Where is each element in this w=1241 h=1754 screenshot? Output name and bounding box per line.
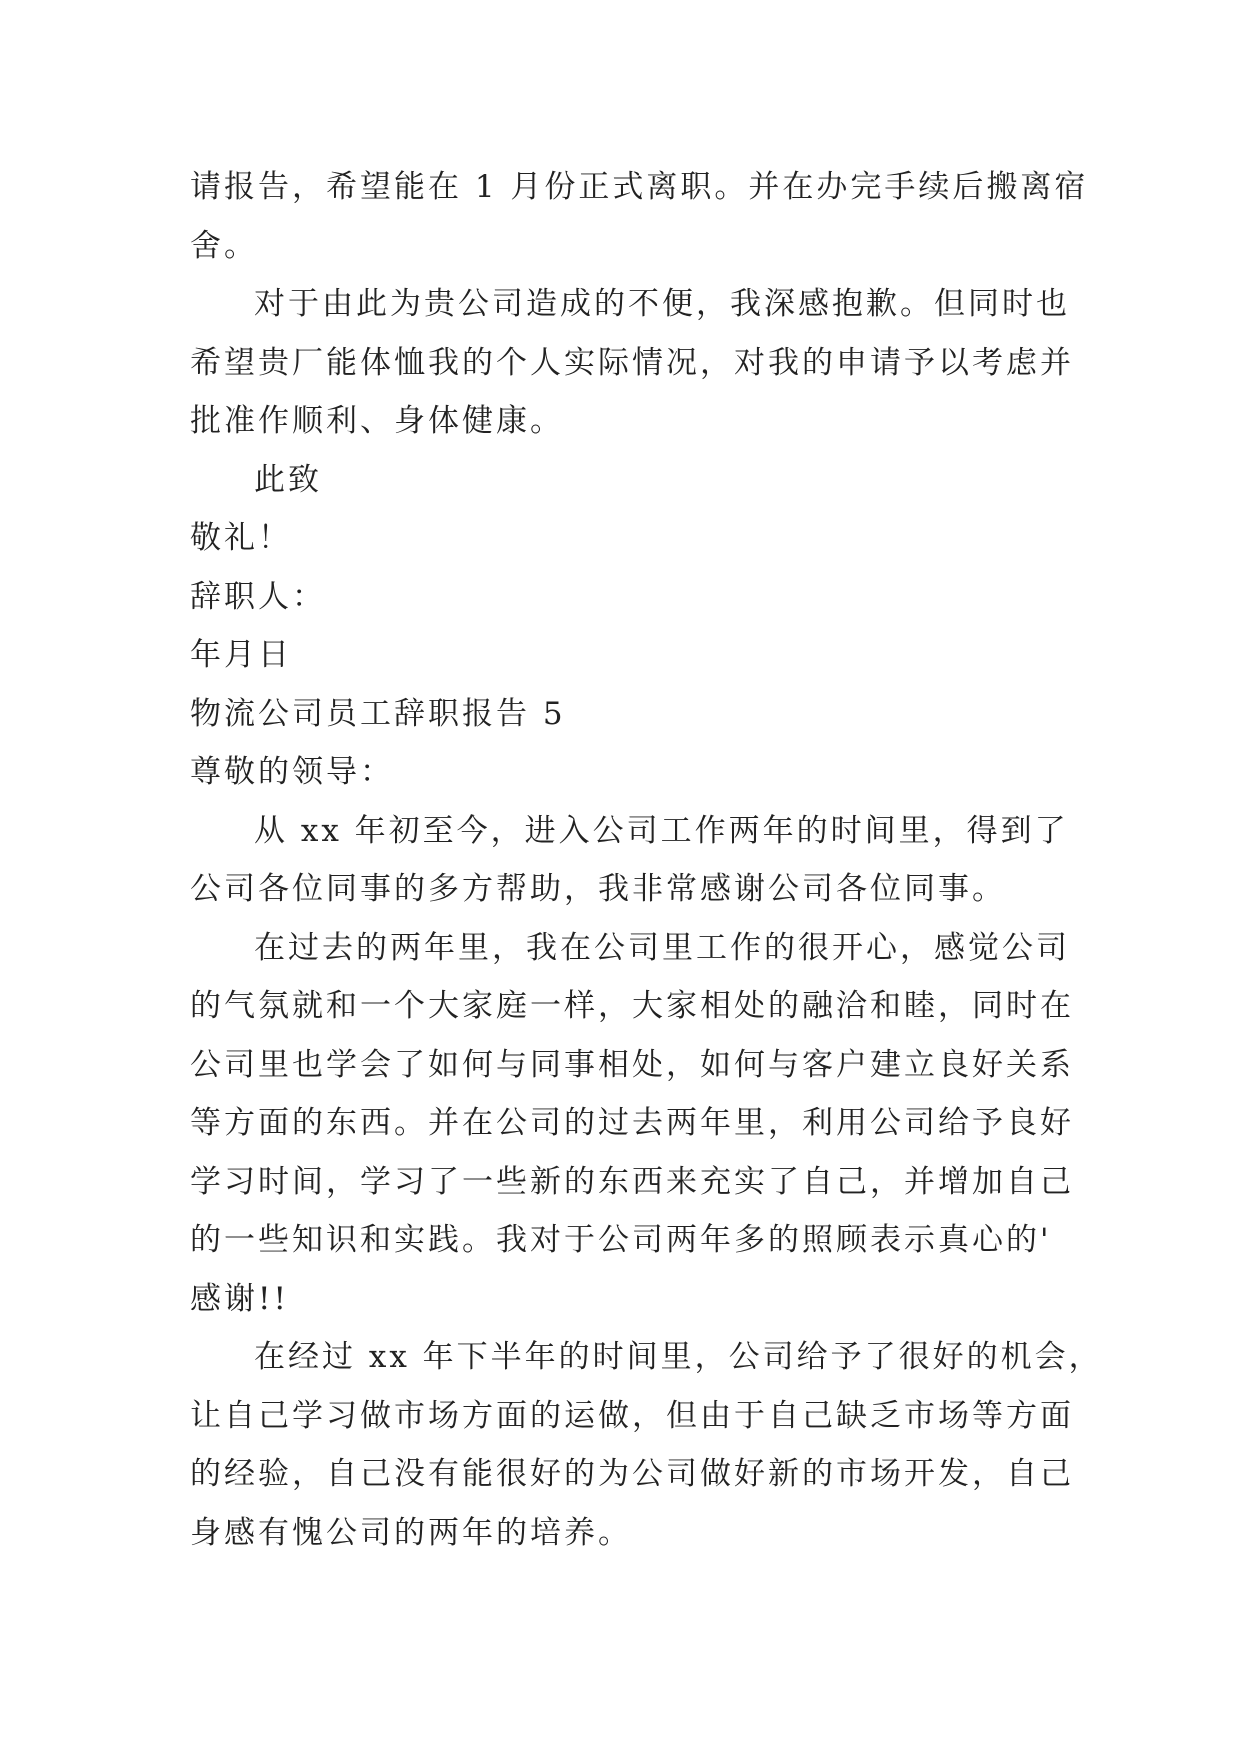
signature-label: 辞职人：	[190, 578, 326, 615]
text-line: 在经过 xx 年下半年的时间里，公司给予了很好的机会，	[254, 1339, 1103, 1375]
text-line: 在过去的两年里，我在公司里工作的很开心，感觉公司	[254, 929, 1070, 966]
greeting: 尊敬的领导：	[190, 754, 394, 790]
text-line: 希望贵厂能体恤我的个人实际情况，对我的申请予以考虑并	[190, 344, 1074, 381]
text-line: 的一些知识和实践。我对于公司两年多的照顾表示真心的'	[190, 1222, 1052, 1258]
text-line: 请报告，希望能在 1 月份正式离职。并在办完手续后搬离宿	[190, 169, 1089, 205]
closing-regards: 敬礼！	[190, 520, 292, 556]
text-line: 的经验，自己没有能很好的为公司做好新的市场开发，自己	[190, 1456, 1074, 1492]
section-title: 物流公司员工辞职报告 5	[190, 695, 566, 732]
date-label: 年月日	[190, 637, 292, 673]
text-line: 身感有愧公司的两年的培养。	[190, 1514, 632, 1551]
text-line: 学习时间，学习了一些新的东西来充实了自己，并增加自己	[190, 1163, 1074, 1200]
text-line: 对于由此为贵公司造成的不便，我深感抱歉。但同时也	[254, 286, 1070, 322]
text-line: 的气氛就和一个大家庭一样，大家相处的融洽和睦，同时在	[190, 988, 1074, 1024]
text-line: 舍。	[190, 227, 258, 264]
text-line: 等方面的东西。并在公司的过去两年里，利用公司给予良好	[190, 1105, 1074, 1141]
text-line: 公司里也学会了如何与同事相处，如何与客户建立良好关系	[190, 1046, 1074, 1083]
closing-salutation: 此致	[254, 461, 322, 498]
text-line: 让自己学习做市场方面的运做，但由于自己缺乏市场等方面	[190, 1397, 1074, 1434]
document-body	[190, 158, 1103, 1562]
text-line: 批准作顺利、身体健康。	[190, 403, 564, 439]
text-line: 公司各位同事的多方帮助，我非常感谢公司各位同事。	[190, 871, 1006, 907]
text-line: 感谢!!	[190, 1280, 289, 1317]
text-line: 从 xx 年初至今，进入公司工作两年的时间里，得到了	[254, 812, 1069, 849]
